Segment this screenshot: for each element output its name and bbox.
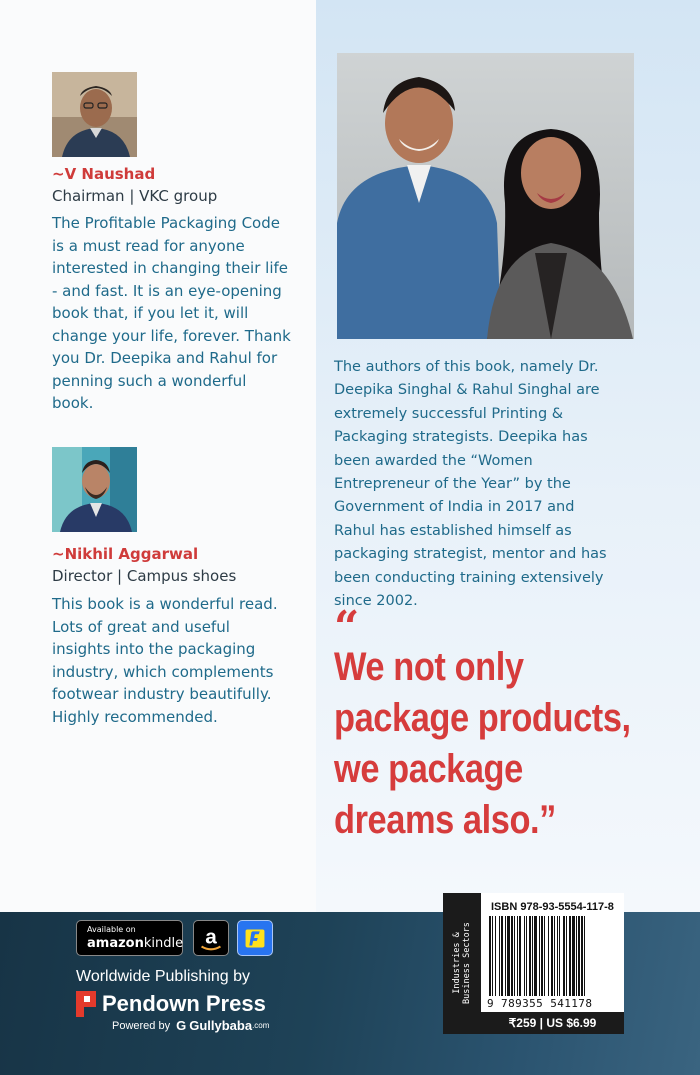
kindle-brand-kindle: kindle (143, 936, 184, 951)
authors-photo (337, 53, 634, 339)
gullybaba-suffix: .com (252, 1021, 270, 1030)
bio-line: Packaging strategists. Deepika has (334, 429, 588, 446)
bio-line: Government of India in 2017 and (334, 499, 575, 516)
pendown-logo-icon (76, 991, 96, 1017)
quote-line: book. (52, 394, 94, 412)
kindle-available-text: Available on (87, 925, 136, 934)
open-quote-mark: “ (334, 602, 360, 653)
bio-line: Deepika Singhal & Rahul Singhal are (334, 382, 600, 399)
quote-line: This book is a wonderful read. (52, 595, 278, 613)
quote-line: The Profitable Packaging Code (52, 214, 280, 232)
quote-line: is a must read for anyone (52, 236, 245, 255)
quote-line: book that, if you let it, will (52, 304, 249, 322)
quote-line: you Dr. Deepika and Rahul for (52, 349, 278, 367)
pendown-logo (76, 990, 266, 1018)
bio-line: been awarded the “Women (334, 452, 533, 469)
flipkart-logo-icon (238, 921, 272, 955)
testimonial-quote (52, 212, 314, 415)
quote-line: footwear industry beautifully. (52, 685, 272, 703)
testimonial-name: ~Nikhil Aggarwal (52, 545, 199, 563)
quote-line: change your life, forever. Thank (52, 326, 291, 345)
pull-quote-line: We not only (334, 645, 524, 689)
pull-quote (334, 642, 635, 846)
bio-line: Rahul has established himself as (334, 522, 572, 539)
barcode-icon (488, 916, 618, 996)
isbn-label: ISBN 978-93-5554-117-8 (491, 901, 614, 913)
svg-text:a: a (205, 925, 217, 949)
kindle-brand-amazon: amazon (87, 936, 144, 951)
publisher-line: Worldwide Publishing by (76, 968, 251, 985)
bio-line: Entrepreneur of the Year” by the (334, 476, 571, 493)
pull-quote-line: dreams also.” (334, 798, 556, 842)
quote-line: insights into the packaging (52, 640, 256, 658)
barcode-panel (443, 893, 624, 1034)
bio-line: been conducting training extensively (334, 569, 604, 586)
powered-by (112, 1018, 269, 1033)
bio-line: packaging strategist, mentor and has (334, 546, 607, 563)
amazon-kindle-button[interactable] (76, 920, 183, 956)
amazon-logo-icon (194, 921, 228, 955)
testimonial-role: Director | Campus shoes (52, 567, 237, 585)
quote-line: industry, which complements (52, 662, 274, 681)
flipkart-button[interactable] (237, 920, 273, 956)
authors-bio (334, 356, 634, 613)
pull-quote-line: package products, (334, 696, 631, 740)
quote-line: - and fast. It is an eye-opening (52, 281, 282, 300)
testimonial-name: ~V Naushad (52, 165, 156, 183)
testimonial-photo-naushad (52, 72, 137, 157)
kindle-brand (87, 936, 183, 951)
bio-line: since 2002. (334, 593, 418, 610)
category-line: Business Sectors (462, 922, 472, 1004)
bio-line: The authors of this book, namely Dr. (334, 359, 599, 375)
barcode-digits: 9 789355 541178 (487, 997, 593, 1010)
gullybaba-g-icon: G (176, 1018, 187, 1033)
category-line: Industries & (452, 932, 462, 994)
gullybaba-brand: Gullybaba (189, 1018, 253, 1033)
bio-line: extremely successful Printing & (334, 405, 564, 422)
price-label: ₹259 | US $6.99 (481, 1012, 624, 1034)
quote-line: penning such a wonderful (52, 371, 247, 390)
quote-line: Lots of great and useful (52, 617, 230, 636)
pull-quote-line: we package (334, 747, 523, 791)
publisher-name: Pendown Press (102, 991, 266, 1016)
testimonial-photo-aggarwal (52, 447, 137, 532)
powered-by-label: Powered by (112, 1019, 171, 1032)
category-strip (443, 893, 481, 1034)
testimonial-quote (52, 593, 314, 728)
testimonial-role: Chairman | VKC group (52, 187, 218, 205)
quote-line: Highly recommended. (52, 707, 218, 726)
category-label (452, 898, 472, 1028)
amazon-button[interactable] (193, 920, 229, 956)
left-column (0, 0, 316, 912)
quote-line: interested in changing their life (52, 259, 289, 277)
